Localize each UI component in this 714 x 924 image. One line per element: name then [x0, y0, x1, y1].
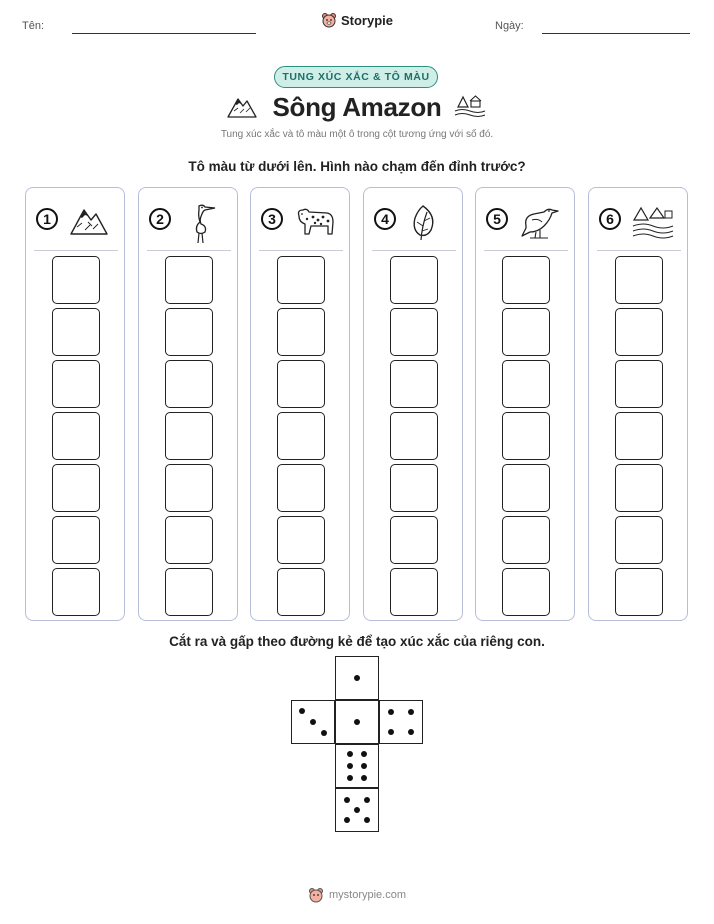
- dice-pip: [361, 763, 367, 769]
- coloring-cell[interactable]: [165, 308, 213, 356]
- coloring-cell[interactable]: [390, 256, 438, 304]
- coloring-cell[interactable]: [615, 464, 663, 512]
- dice-column-4: [363, 187, 463, 621]
- dice-pip: [344, 797, 350, 803]
- coloring-cell[interactable]: [52, 256, 100, 304]
- dice-pip: [354, 675, 360, 681]
- column-divider: [484, 250, 568, 251]
- dice-pip: [364, 817, 370, 823]
- name-line[interactable]: [72, 33, 256, 34]
- dice-column-5: [475, 187, 575, 621]
- jaguar-icon: [293, 202, 337, 243]
- brand-name: Storypie: [340, 12, 393, 28]
- storypie-mascot-icon: [321, 12, 337, 28]
- dice-face-3: [291, 700, 335, 744]
- coloring-cell[interactable]: [165, 464, 213, 512]
- leaf-icon: [406, 202, 440, 249]
- brand-logo: [0, 12, 714, 28]
- dice-pip: [408, 729, 414, 735]
- dice-pip: [388, 709, 394, 715]
- column-header: [374, 202, 454, 242]
- column-number: 5: [486, 208, 508, 230]
- coloring-cell[interactable]: [52, 412, 100, 460]
- coloring-instruction: Tô màu từ dưới lên. Hình nào chạm đến đỉnh trước?: [188, 159, 526, 174]
- footer-mascot-icon: [308, 887, 324, 903]
- column-divider: [597, 250, 681, 251]
- dice-face-1: [335, 700, 379, 744]
- coloring-cell[interactable]: [277, 360, 325, 408]
- coloring-cell[interactable]: [390, 308, 438, 356]
- coloring-cell[interactable]: [390, 360, 438, 408]
- coloring-cell[interactable]: [165, 568, 213, 616]
- coloring-cell[interactable]: [52, 516, 100, 564]
- coloring-cell[interactable]: [165, 360, 213, 408]
- dice-pip: [361, 751, 367, 757]
- dice-column-3: [250, 187, 350, 621]
- coloring-cell[interactable]: [277, 516, 325, 564]
- dice-face-1: [335, 656, 379, 700]
- coloring-cell[interactable]: [277, 256, 325, 304]
- coloring-cell[interactable]: [390, 568, 438, 616]
- dice-face-4: [379, 700, 423, 744]
- coloring-cell[interactable]: [165, 516, 213, 564]
- coloring-cell[interactable]: [277, 464, 325, 512]
- footer: [0, 887, 714, 903]
- coloring-cell[interactable]: [502, 360, 550, 408]
- page-title: Sông Amazon: [272, 92, 442, 122]
- column-number: 2: [149, 208, 171, 230]
- coloring-cell[interactable]: [277, 412, 325, 460]
- coloring-cell[interactable]: [615, 568, 663, 616]
- coloring-cell[interactable]: [52, 308, 100, 356]
- heron-icon: [181, 202, 223, 249]
- dice-pip: [321, 730, 327, 736]
- date-label: Ngày:: [495, 20, 524, 32]
- column-header: [486, 202, 566, 242]
- coloring-cell[interactable]: [502, 464, 550, 512]
- dice-pip: [354, 807, 360, 813]
- coloring-cell[interactable]: [52, 464, 100, 512]
- coloring-cell[interactable]: [277, 568, 325, 616]
- column-header: [261, 202, 341, 242]
- coloring-cell[interactable]: [165, 256, 213, 304]
- coloring-cell[interactable]: [390, 412, 438, 460]
- column-header: [36, 202, 116, 242]
- dice-pip: [344, 817, 350, 823]
- coloring-cell[interactable]: [502, 308, 550, 356]
- dice-face-5: [335, 788, 379, 832]
- coloring-cell[interactable]: [52, 360, 100, 408]
- column-number: 3: [261, 208, 283, 230]
- column-header: [599, 202, 679, 242]
- dice-pip: [299, 708, 305, 714]
- page-subtitle: Tung xúc xắc và tô màu một ô trong cột tương ứng với số đó.: [220, 129, 494, 140]
- dice-pip: [354, 719, 360, 725]
- dice-pip: [364, 797, 370, 803]
- coloring-cell[interactable]: [502, 568, 550, 616]
- mountain-icon: [68, 202, 110, 243]
- dice-pip: [310, 719, 316, 725]
- footer-url[interactable]: mystorypie.com: [328, 889, 407, 901]
- coloring-cell[interactable]: [615, 256, 663, 304]
- dice-pip: [347, 763, 353, 769]
- dice-column-1: [25, 187, 125, 621]
- coloring-cell[interactable]: [390, 516, 438, 564]
- coloring-cell[interactable]: [502, 412, 550, 460]
- coloring-cell[interactable]: [615, 412, 663, 460]
- village-river-icon: [631, 202, 675, 245]
- column-divider: [259, 250, 343, 251]
- coloring-cell[interactable]: [502, 256, 550, 304]
- column-divider: [34, 250, 118, 251]
- column-header: [149, 202, 229, 242]
- column-number: 1: [36, 208, 58, 230]
- column-number: 4: [374, 208, 396, 230]
- dice-pip: [347, 775, 353, 781]
- coloring-cell[interactable]: [165, 412, 213, 460]
- coloring-cell[interactable]: [390, 464, 438, 512]
- column-divider: [372, 250, 456, 251]
- dice-pip: [388, 729, 394, 735]
- column-divider: [147, 250, 231, 251]
- coloring-cell[interactable]: [615, 516, 663, 564]
- dice-face-6: [335, 744, 379, 788]
- dice-column-2: [138, 187, 238, 621]
- coloring-cell[interactable]: [502, 516, 550, 564]
- coloring-cell[interactable]: [277, 308, 325, 356]
- coloring-cell[interactable]: [52, 568, 100, 616]
- activity-badge: TUNG XÚC XẮC & TÔ MÀU: [274, 66, 438, 88]
- name-label: Tên:: [22, 20, 45, 32]
- dice-column-6: [588, 187, 688, 621]
- dice-pip: [361, 775, 367, 781]
- date-line[interactable]: [542, 33, 690, 34]
- village-deco-icon: [454, 93, 486, 119]
- coloring-cell[interactable]: [615, 308, 663, 356]
- coloring-cell[interactable]: [615, 360, 663, 408]
- dice-pip: [408, 709, 414, 715]
- bird-icon: [518, 202, 562, 249]
- dice-instruction: Cắt ra và gấp theo đường kẻ để tạo xúc xắc của riêng con.: [169, 634, 545, 649]
- dice-pip: [347, 751, 353, 757]
- column-number: 6: [599, 208, 621, 230]
